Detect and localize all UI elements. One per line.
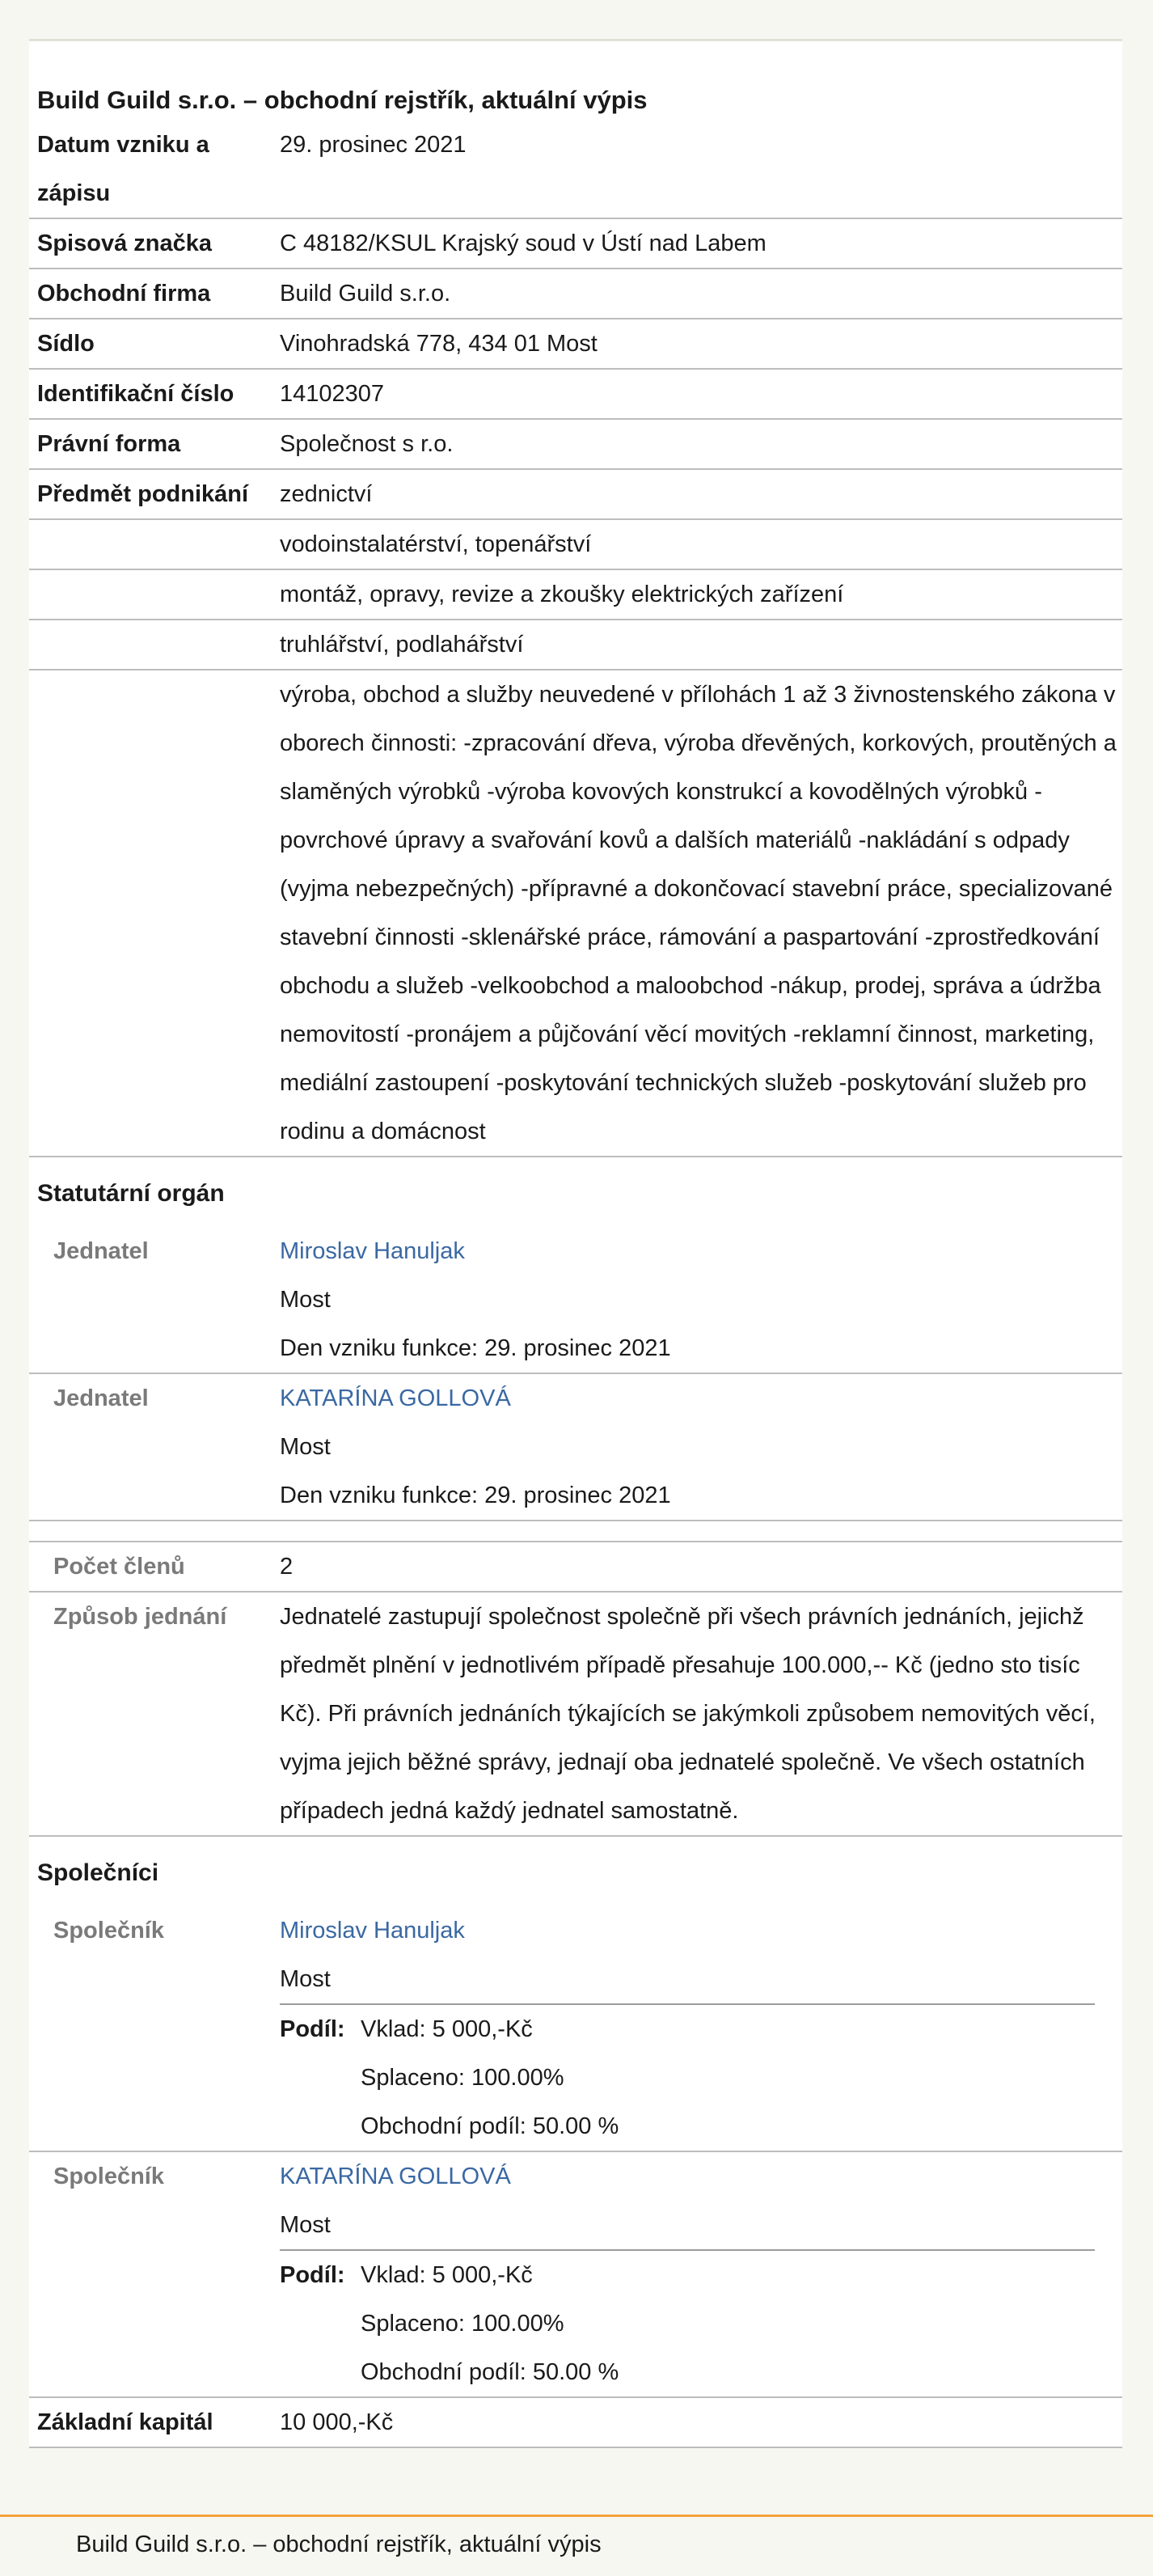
label — [29, 570, 280, 619]
value: 2 — [280, 1554, 294, 1580]
label — [29, 620, 280, 669]
share-paid: Splaceno: 100.00% — [361, 2311, 564, 2337]
person-link[interactable]: KATARÍNA GOLLOVÁ — [280, 2164, 511, 2189]
footer — [0, 2515, 1153, 2576]
share-block — [280, 2249, 1095, 2396]
label: Jednatel — [53, 1238, 149, 1264]
row-pravni — [29, 420, 1122, 470]
section-heading: Společníci — [37, 1859, 159, 1886]
share-paid: Splaceno: 100.00% — [361, 2065, 564, 2091]
value — [280, 1374, 1122, 1520]
person-link[interactable]: Miroslav Hanuljak — [280, 1918, 465, 1944]
footer-title: Build Guild s.r.o. – obchodní rejstřík, aktuální výpis — [76, 2532, 602, 2557]
label: Společník — [53, 1918, 164, 1944]
share-block — [280, 2003, 1095, 2151]
row-spolecnik — [29, 2152, 1122, 2398]
row-predmet-5 — [29, 670, 1122, 1157]
label: Datum vzniku a zápisu — [37, 132, 209, 206]
label: Předmět podnikání — [37, 481, 249, 507]
label: Způsob jednání — [53, 1604, 227, 1630]
value: Společnost s r.o. — [280, 431, 454, 457]
city: Most — [280, 1287, 331, 1313]
row-firma — [29, 269, 1122, 319]
share-label: Podíl: — [280, 2016, 345, 2042]
city: Most — [280, 2212, 331, 2238]
row-predmet-2 — [29, 520, 1122, 570]
value: vodoinstalatérství, topenářství — [280, 531, 592, 557]
value — [280, 1227, 1122, 1373]
row-sidlo — [29, 319, 1122, 370]
label: Obchodní firma — [37, 281, 211, 307]
person-link[interactable]: Miroslav Hanuljak — [280, 1238, 465, 1264]
value — [280, 1906, 1122, 2151]
label — [29, 670, 280, 1156]
value: Build Guild s.r.o. — [280, 281, 451, 307]
label: Počet členů — [53, 1554, 185, 1580]
value: 10 000,-Kč — [280, 2409, 394, 2435]
row-zpusob — [29, 1593, 1122, 1837]
label: Společník — [53, 2164, 164, 2189]
value: zednictví — [280, 481, 373, 507]
value: výroba, obchod a služby neuvedené v přílohách 1 až 3 živnostenského zákona v oborech činnosti: -zpracování dřeva, výroba dřevěných, korkových, proutěných a slaměných výrobků -výroba kovových konstrukcí a kovodělných výrobků -povrchové úpravy a svařování kovů a dalších materiálů -nakládání s odpady (vyjma nebezpečných) -přípravné a dokončovací stavební práce, specializované stavební činnosti -sklenářské práce, rámování a paspartování -zprostředkování obchodu a služeb -velkoobchod a maloobchod -nákup, prodej, správa a údržba nemovitostí -pronájem a půjčování věcí movitých -reklamní činnost, marketing, mediální zastoupení -poskytování technických služeb -poskytování služeb pro rodinu a domácnost — [280, 682, 1117, 1144]
value: truhlářství, podlahářství — [280, 632, 524, 658]
row-jednatel — [29, 1374, 1122, 1521]
row-predmet-3 — [29, 570, 1122, 620]
since: Den vzniku funkce: 29. prosinec 2021 — [280, 1483, 671, 1508]
document — [29, 39, 1122, 2448]
label: Právní forma — [37, 431, 181, 457]
share-label: Podíl: — [280, 2262, 345, 2288]
row-spis — [29, 219, 1122, 269]
row-pocet — [29, 1542, 1122, 1593]
value — [280, 2152, 1122, 2396]
row-kapital — [29, 2398, 1122, 2448]
row-spolecnik — [29, 1906, 1122, 2152]
value: Vinohradská 778, 434 01 Most — [280, 331, 598, 357]
share-deposit: Vklad: 5 000,-Kč — [361, 2262, 533, 2288]
label: Identifikační číslo — [37, 381, 234, 407]
share-percent: Obchodní podíl: 50.00 % — [361, 2113, 619, 2139]
row-predmet-1 — [29, 470, 1122, 520]
label: Základní kapitál — [37, 2409, 213, 2435]
row-predmet-4 — [29, 620, 1122, 670]
page-title: Build Guild s.r.o. – obchodní rejstřík, aktuální výpis — [37, 86, 648, 114]
value: montáž, opravy, revize a zkoušky elektrických zařízení — [280, 582, 844, 607]
share-values — [361, 2005, 619, 2151]
city: Most — [280, 1966, 331, 1992]
share-percent: Obchodní podíl: 50.00 % — [361, 2359, 619, 2385]
value: Jednatelé zastupují společnost společně při všech právních jednáních, jejichž předmět plnění v jednotlivém případě přesahuje 100.000,-- Kč (jedno sto tisíc Kč). Při právních jednáních týkajících se jakýmkoli způsobem nemovitých věcí, vyjma jejich běžné správy, jednají oba jednatelé společně. Ve všech ostatních případech jedná každý jednatel samostatně. — [280, 1604, 1096, 1824]
share-values — [361, 2251, 619, 2396]
row-ico — [29, 370, 1122, 420]
person-link[interactable]: KATARÍNA GOLLOVÁ — [280, 1385, 511, 1411]
since: Den vzniku funkce: 29. prosinec 2021 — [280, 1335, 671, 1361]
city: Most — [280, 1434, 331, 1460]
row-jednatel — [29, 1227, 1122, 1374]
value: 29. prosinec 2021 — [280, 132, 467, 158]
row-datum — [29, 121, 1122, 219]
divider — [29, 1521, 1122, 1542]
section-heading: Statutární orgán — [37, 1180, 225, 1207]
label: Jednatel — [53, 1385, 149, 1411]
value: C 48182/KSUL Krajský soud v Ústí nad Labem — [280, 231, 767, 256]
label — [29, 520, 280, 569]
label: Sídlo — [37, 331, 95, 357]
value: 14102307 — [280, 381, 385, 407]
label: Spisová značka — [37, 231, 212, 256]
share-deposit: Vklad: 5 000,-Kč — [361, 2016, 533, 2042]
